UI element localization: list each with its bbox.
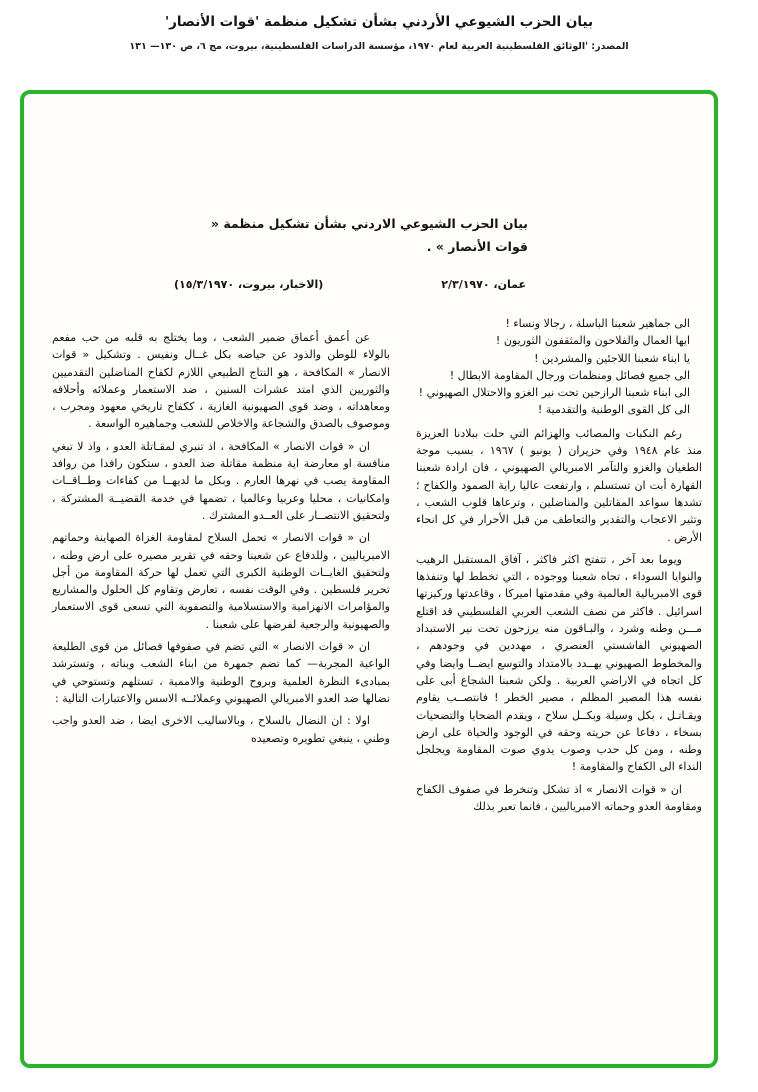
salutation-line: الى جميع فصائل ومنظمات ورجال المقاومة الابطال !: [449, 368, 690, 382]
paragraph: اولا : ان النضال بالسلاح ، وبالاساليب الاخرى ايضا ، ضد العدو واجب وطني ، ينبغي تطويره وتصعيده: [52, 714, 390, 745]
salutation-line: الى كل القوى الوطنية والتقدمية !: [537, 403, 690, 417]
document-frame: [20, 90, 718, 1068]
salutation-line: يا ابناء شعبنا اللاجئين والمشردين !: [534, 351, 690, 365]
salutation-line: الى جماهير شعبنا الباسلة ، رجالا ونساء !: [505, 317, 690, 330]
salutation-line: ايها العمال والفلاحون والمثقفون الثوريون !: [495, 334, 690, 348]
publication-dateline: (الاخبار، بيروت، ١٥/٣/١٩٧٠): [174, 278, 324, 291]
salutations: [416, 315, 702, 419]
paragraph: ان « قوات الانصار » التي تضم في صفوفها فصائل من قوى الطليعة الواعية المجربة— كما تضم جمهرة من ابناء الشعب وبناته ، وتسترشد بمبادىء النظرة العلمية وبروح الوطنية والاممية ، تستلهم وتستوحي في نضالها ضد العدو الامبريالي الصهيوني وعملائــه الاسس والاعتبارات التالية :: [52, 640, 390, 705]
paragraph: ان « قوات الانصار » اذ تشكل وتنخرط في صفوف الكفاح ومقاومة العدو وحماته الامبرياليين ، فانما تعبر بذلك: [416, 782, 702, 814]
document-heading: بيان الحزب الشيوعي الاردني بشأن تشكيل منظمة « قوات الأنصار » .: [210, 216, 528, 254]
paragraph: ويوما بعد آخر ، تتفتح اكثر فاكثر ، آفاق المستقبل الرهيب والنوايا السوداء ، تجاه شعبنا ووجوده ، التي تخطط لها وتنفذها قوى الامبريالية العالمية وفي مقدمتها اميركا ، وقاعدتها وركيزتها اسرائيل . فاكثر من نصف الشعب العربي الفلسطيني قد اقتلع مـــن وطنه وشرد ، والبـاقون منه يرزحون تحت نير الاستبداد الصهيوني الفاشستي العنصري ، مهددين في وجودهم ، والمخطوط الصهيوني يهــدد بالامتداد والتوسع ايضــا وايضا وفي كل اتجاه في الاراضي العربية . ولكن شعبنا الشجاع أبى على نفسه هذا المصير المظلم ، مصير الخطر ! فانتصــب يقاوم ويقـاتـل ، بكل وسيلة وبكــل سلاح ، ويقدم الضحايا والتضحيات بسخاء ، دفاعا عن حريته وحقه في الوجود والحياة على ارض وطنه ، ومن كل حدب وصوب يدوي صوت المقاومة ويجلجل النداء الى الكفاح والمقاومة !: [416, 552, 702, 774]
source-line: المصدر: 'الوثائق الفلسطينية العربية لعام ١٩٧٠، مؤسسة الدراسات الفلسطينية، بيروت، مج ٦، ص ١٣٠— ١٣١: [129, 41, 629, 52]
page-title: بيان الحزب الشيوعي الأردني بشأن تشكيل منظمة 'قوات الأنصار': [164, 14, 594, 30]
paragraph: ان « قوات الانصار » المكافحة ، اذ تنبري لمقـاتلة العدو ، واذ لا تبغي منافسة او معارضة اية منظمة مقاتلة ضد العدو ، ستكون رافدا من روافد المقاومة يصب في نهرها العارم . وبكل ما لديهــا من كفاءات وطــاقــات وامكانيات ، محليا وعربيا وعالميا ، تضمها في خدمة القضيــة المشتركة ، ولتحقيق الانتصــار على العــدو المشترك .: [52, 439, 390, 522]
dateline-row: [24, 278, 714, 291]
document-body: [24, 315, 714, 820]
city-dateline: عمان، ٢/٣/١٩٧٠: [441, 278, 526, 291]
right-column: [416, 315, 702, 820]
left-column: [52, 329, 390, 820]
paragraph: عن أعمق أعماق ضمير الشعب ، وما يختلج به قلبه من حب مفعم بالولاء للوطن والذود عن حياضه بكل غــال ونفيس . وتشكيل « قوات الانصار » المكافحة ، هو النتاج الطبيعي اللازم لكفاح المناضلين التقدميين والثوريين الذي امتد عشرات السنين ، ضد الاستعمار وعملائه وأحلافه ومعاهداته ، وضد قوى الصهيونية الغازية ، ككفاح تاريخي معهود ومجرب ، وموصوف بالصدق والشجاعة والاخلاص للشعب وجماهيره الواسعة .: [52, 331, 390, 431]
paragraph: ان « قوات الانصار » تحمل السلاح لمقاومة الغزاة الصهاينة وحماتهم الامبرياليين ، وللدفاع عن شعبنا وحقه في تقرير مصيره على ارض وطنه ، ولتحقيق الغايــات الوطنية الكبرى التي تعمل لها حركة المقاومة من أجل تحرير فلسطين . وفي الوقت نفسه ، تعارض وتقاوم كل الحلول والمشاريع والمؤامرات الانهزامية والاستسلامية والتصفوية التي تسعى قوى الاستعمار والصهيونية والرجعية لفرضها على شعبنا .: [52, 531, 390, 631]
paragraph: رغم النكبات والمصائب والهزائم التي حلت ببلادنا العزيزة منذ عام ١٩٤٨ وفي حزيران ( يونيو ) ١٩٦٧ ، بسبب موجة الطغيان والغزو والتآمر الامبريالي الصهيوني ، فان ارادة شعبنا القهارة أبت ان تستسلم ، وارتفعت عاليا راية الصمود والكفاح ؛ تشدها سواعد المقاتلين والمناضلين ، وترعاها قلوب الشعب ، وتثير الاعجاب والتقدير والتعاطف من قبل الأحرار في كل انحاء الأرض .: [416, 426, 702, 544]
salutation-line: الى ابناء شعبنا الرازحين تحت نير الغزو والاحتلال الصهيوني !: [418, 386, 690, 400]
